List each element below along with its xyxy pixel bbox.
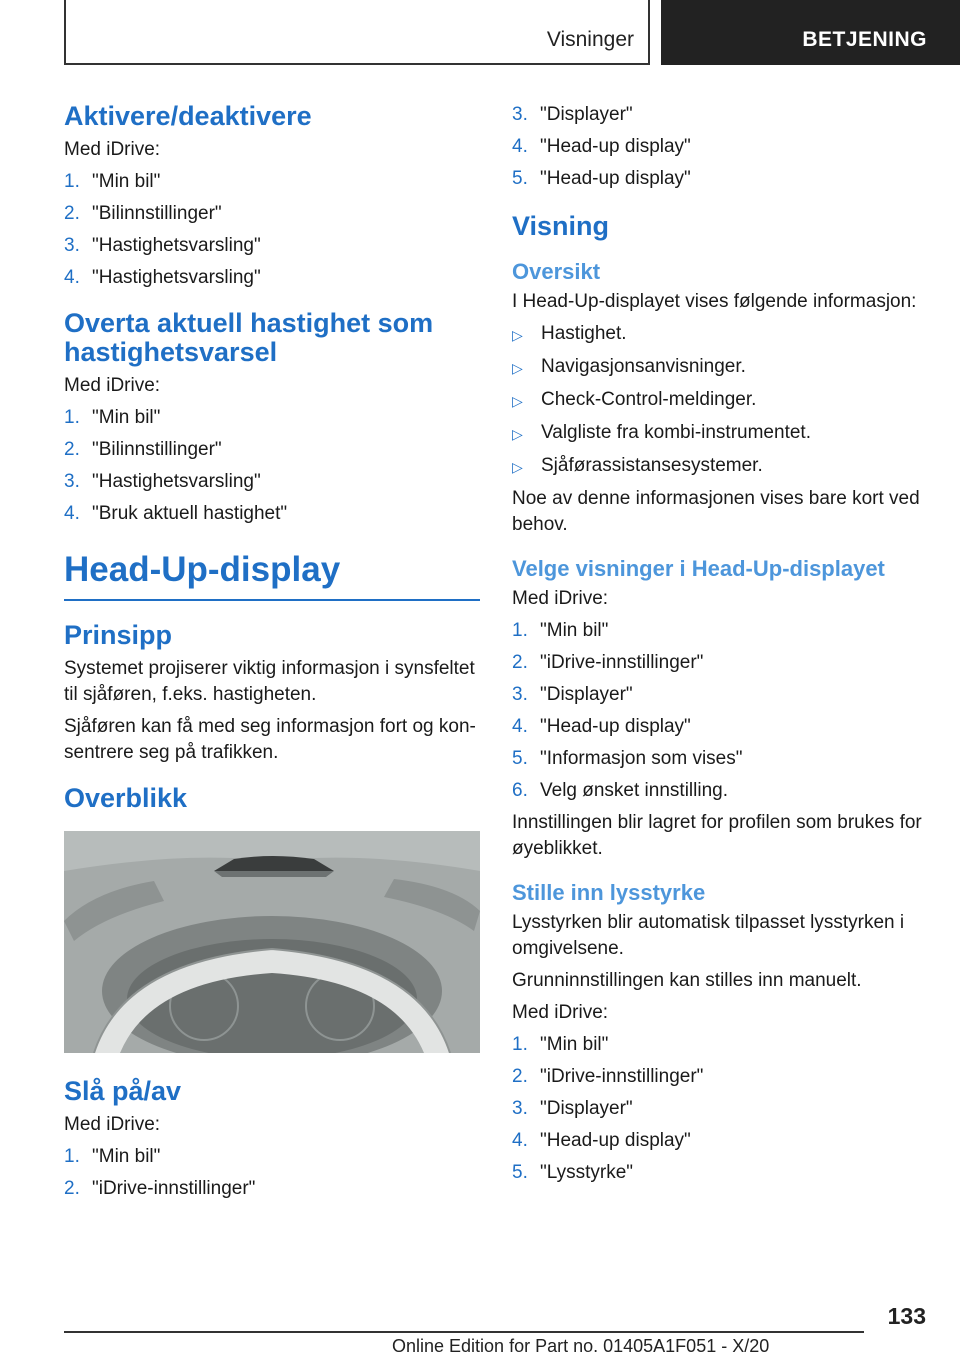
steps-lysstyrke	[512, 1032, 928, 1186]
intro-oversikt: I Head-Up-displayet vises følgende informasjon:	[512, 291, 917, 312]
list-item: 3. "Displayer"	[512, 1098, 633, 1119]
intro-velge: Med iDrive:	[512, 588, 609, 609]
note-velge: Innstillingen blir lagret for profilen som brukes for øyeblikket.	[512, 812, 922, 859]
heading-aktivere: Aktivere/deaktivere	[64, 101, 312, 131]
footer-divider	[64, 1331, 864, 1333]
list-item: ▷ Check-Control-meldinger.	[512, 387, 928, 414]
bullet-triangle-icon: ▷	[512, 360, 523, 376]
page-number: 133	[887, 1303, 926, 1329]
heading-velge: Velge visninger i Head-Up-displayet	[512, 556, 885, 581]
footer-edition: Online Edition for Part no. 01405A1F051 - X/20	[392, 1336, 770, 1356]
list-item: 5. "Head-up display"	[512, 168, 691, 189]
heading-oversikt: Oversikt	[512, 259, 601, 284]
list-item: ▷ Sjåførassistansesystemer.	[512, 453, 928, 480]
list-item: 3. "Displayer"	[512, 684, 633, 705]
intro-lysstyrke: Med iDrive:	[512, 1002, 609, 1023]
heading-prinsipp: Prinsipp	[64, 620, 173, 650]
intro-sla: Med iDrive:	[64, 1114, 161, 1135]
heading-sla-pa-av: Slå på/av	[64, 1076, 182, 1106]
list-item: 4. "Hastighetsvarsling"	[64, 267, 261, 288]
list-item: 1. "Min bil"	[64, 1146, 161, 1167]
note-oversikt: Noe av denne informasjonen vises bare kort ved behov.	[512, 488, 920, 535]
para-prinsipp-1: Systemet projiserer viktig informasjon i synsfeltet til sjåføren, f.eks. hastigheten.	[64, 658, 475, 705]
list-item: 2. "Bilinnstillinger"	[64, 439, 222, 460]
list-item: 4. "Head-up display"	[512, 716, 691, 737]
steps-velge	[512, 618, 928, 804]
dashboard-illustration	[64, 831, 480, 1053]
list-item: 4. "Bruk aktuell hastighet"	[64, 503, 288, 524]
list-item: 3. "Displayer"	[512, 104, 633, 125]
main-title: Head-Up-display	[64, 547, 480, 601]
list-item: 2. "iDrive-innstillinger"	[512, 1066, 704, 1087]
header-section-box	[64, 0, 650, 65]
list-item: ▷ Hastighet.	[512, 321, 928, 348]
bullet-triangle-icon: ▷	[512, 327, 523, 343]
steps-overta	[64, 405, 480, 527]
bullet-triangle-icon: ▷	[512, 426, 523, 442]
para-lysstyrke-1: Lysstyrken blir automatisk tilpasset lysstyrken i omgivelsene.	[512, 912, 905, 959]
para-prinsipp-2: Sjåføren kan få med seg informasjon fort og kon- sentrere seg på trafikken.	[64, 716, 476, 763]
list-item: 3. "Hastighetsvarsling"	[64, 471, 261, 492]
heading-visning: Visning	[512, 211, 610, 241]
list-item: 4. "Head-up display"	[512, 1130, 691, 1151]
list-item: 5. "Lysstyrke"	[512, 1162, 634, 1183]
list-item: ▷ Valgliste fra kombi-instrumentet.	[512, 420, 928, 447]
list-item: 1. "Min bil"	[64, 171, 161, 192]
list-item: 6. Velg ønsket innstilling.	[512, 780, 728, 801]
list-item: 1. "Min bil"	[64, 407, 161, 428]
list-item: 3. "Hastighetsvarsling"	[64, 235, 261, 256]
right-column	[512, 102, 928, 1192]
steps-aktivere	[64, 169, 480, 291]
list-item: 2. "iDrive-innstillinger"	[64, 1178, 256, 1199]
list-item: 5. "Informasjon som vises"	[512, 748, 743, 769]
header-chapter-box	[661, 0, 960, 65]
heading-overta: Overta aktuell hastighet som hastighetsvarsel	[64, 308, 434, 367]
list-item: 1. "Min bil"	[512, 1034, 609, 1055]
intro-aktivere: Med iDrive:	[64, 139, 161, 160]
steps-continued	[512, 102, 928, 192]
intro-overta: Med iDrive:	[64, 375, 161, 396]
bullet-triangle-icon: ▷	[512, 459, 523, 475]
left-column	[64, 102, 480, 1208]
bullet-triangle-icon: ▷	[512, 393, 523, 409]
header-chapter-title: BETJENING	[802, 28, 927, 51]
para-lysstyrke-2: Grunninnstillingen kan stilles inn manuelt.	[512, 970, 862, 991]
list-item: 2. "iDrive-innstillinger"	[512, 652, 704, 673]
list-item: 4. "Head-up display"	[512, 136, 691, 157]
list-item: 1. "Min bil"	[512, 620, 609, 641]
list-item: 2. "Bilinnstillinger"	[64, 203, 222, 224]
steps-sla	[64, 1144, 480, 1202]
header-section-title: Visninger	[546, 28, 634, 51]
list-item: ▷ Navigasjonsanvisninger.	[512, 354, 928, 381]
heading-lysstyrke: Stille inn lysstyrke	[512, 880, 706, 905]
bullets-oversikt	[512, 321, 928, 480]
heading-overblikk: Overblikk	[64, 783, 188, 813]
